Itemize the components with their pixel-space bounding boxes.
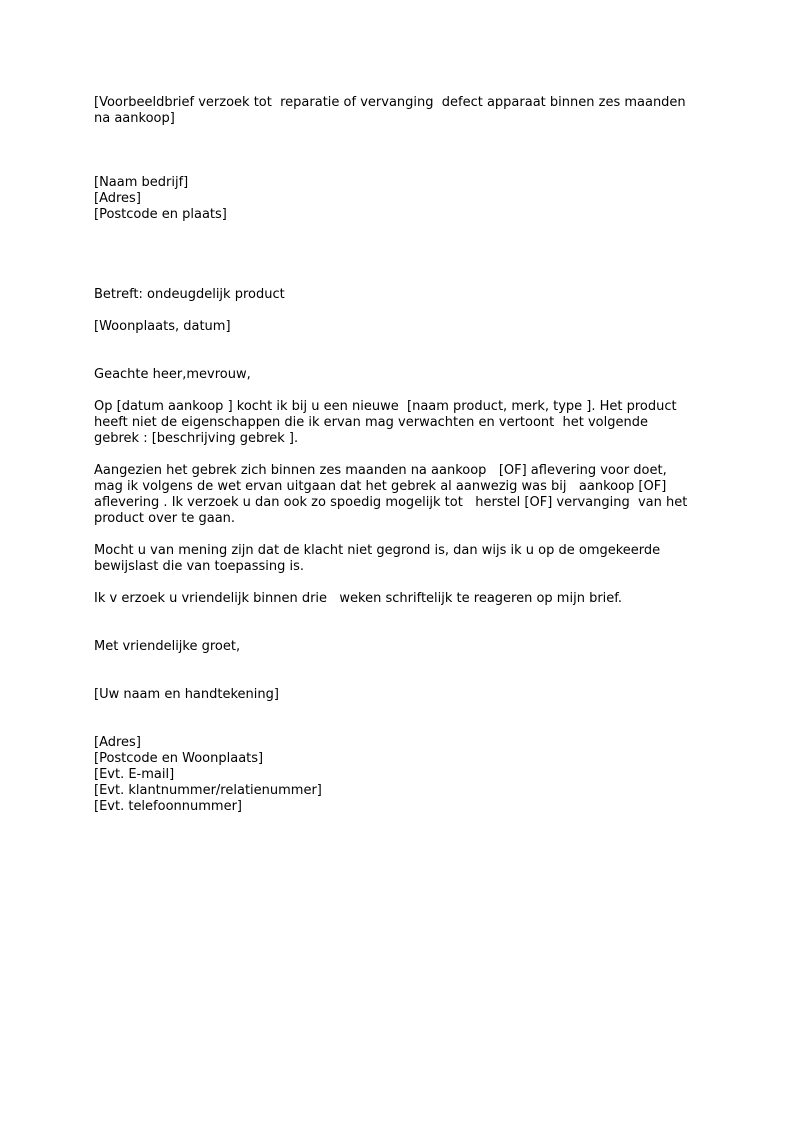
recipient-address-line: [Adres] xyxy=(94,191,141,206)
paragraph-line: Ik v erzoek u vriendelijk binnen drie weken schriftelijk te reageren op mijn brief. xyxy=(94,591,623,606)
paragraph-burden-of-proof xyxy=(94,543,704,575)
sender-postcode-city: [Postcode en Woonplaats] xyxy=(94,751,264,766)
sender-customer-number: [Evt. klantnummer/relatienummer] xyxy=(94,783,322,798)
sender-email: [Evt. E-mail] xyxy=(94,767,175,782)
sender-address: [Adres] xyxy=(94,735,141,750)
place-date: [Woonplaats, datum] xyxy=(94,319,231,334)
signature-placeholder: [Uw naam en handtekening] xyxy=(94,687,279,702)
subject-line: Betreft: ondeugdelijk product xyxy=(94,287,285,302)
paragraph-line: heeft niet de eigenschappen die ik ervan mag verwachten en vertoont het volgende xyxy=(94,415,648,430)
paragraph-line: aflevering . Ik verzoek u dan ook zo spoedig mogelijk tot herstel [OF] vervanging van het xyxy=(94,495,688,510)
paragraph-purchase xyxy=(94,399,704,447)
salutation: Geachte heer,mevrouw, xyxy=(94,367,251,382)
title-line: [Voorbeeldbrief verzoek tot reparatie of vervanging defect apparaat binnen zes maanden xyxy=(94,95,686,110)
paragraph-line: bewijslast die van toepassing is. xyxy=(94,559,305,574)
paragraph-line: gebrek : [beschrijving gebrek ]. xyxy=(94,431,299,446)
recipient-postcode-city: [Postcode en plaats] xyxy=(94,207,227,222)
sender-details xyxy=(94,735,704,815)
recipient-address xyxy=(94,175,704,223)
paragraph-line: Mocht u van mening zijn dat de klacht niet gegrond is, dan wijs ik u op de omgekeerde xyxy=(94,543,661,558)
paragraph-legal xyxy=(94,463,704,527)
closing: Met vriendelijke groet, xyxy=(94,639,241,654)
paragraph-line: product over te gaan. xyxy=(94,511,236,526)
letter-page xyxy=(94,95,704,815)
paragraph-line: Op [datum aankoop ] kocht ik bij u een nieuwe [naam product, merk, type ]. Het product xyxy=(94,399,677,414)
recipient-company: [Naam bedrijf] xyxy=(94,175,189,190)
paragraph-response-request xyxy=(94,591,704,607)
sender-phone: [Evt. telefoonnummer] xyxy=(94,799,242,814)
title-line: na aankoop] xyxy=(94,111,175,126)
paragraph-line: Aangezien het gebrek zich binnen zes maanden na aankoop [OF] aflevering voor doet, xyxy=(94,463,667,478)
letter-title xyxy=(94,95,704,127)
paragraph-line: mag ik volgens de wet ervan uitgaan dat het gebrek al aanwezig was bij aankoop [OF] xyxy=(94,479,667,494)
